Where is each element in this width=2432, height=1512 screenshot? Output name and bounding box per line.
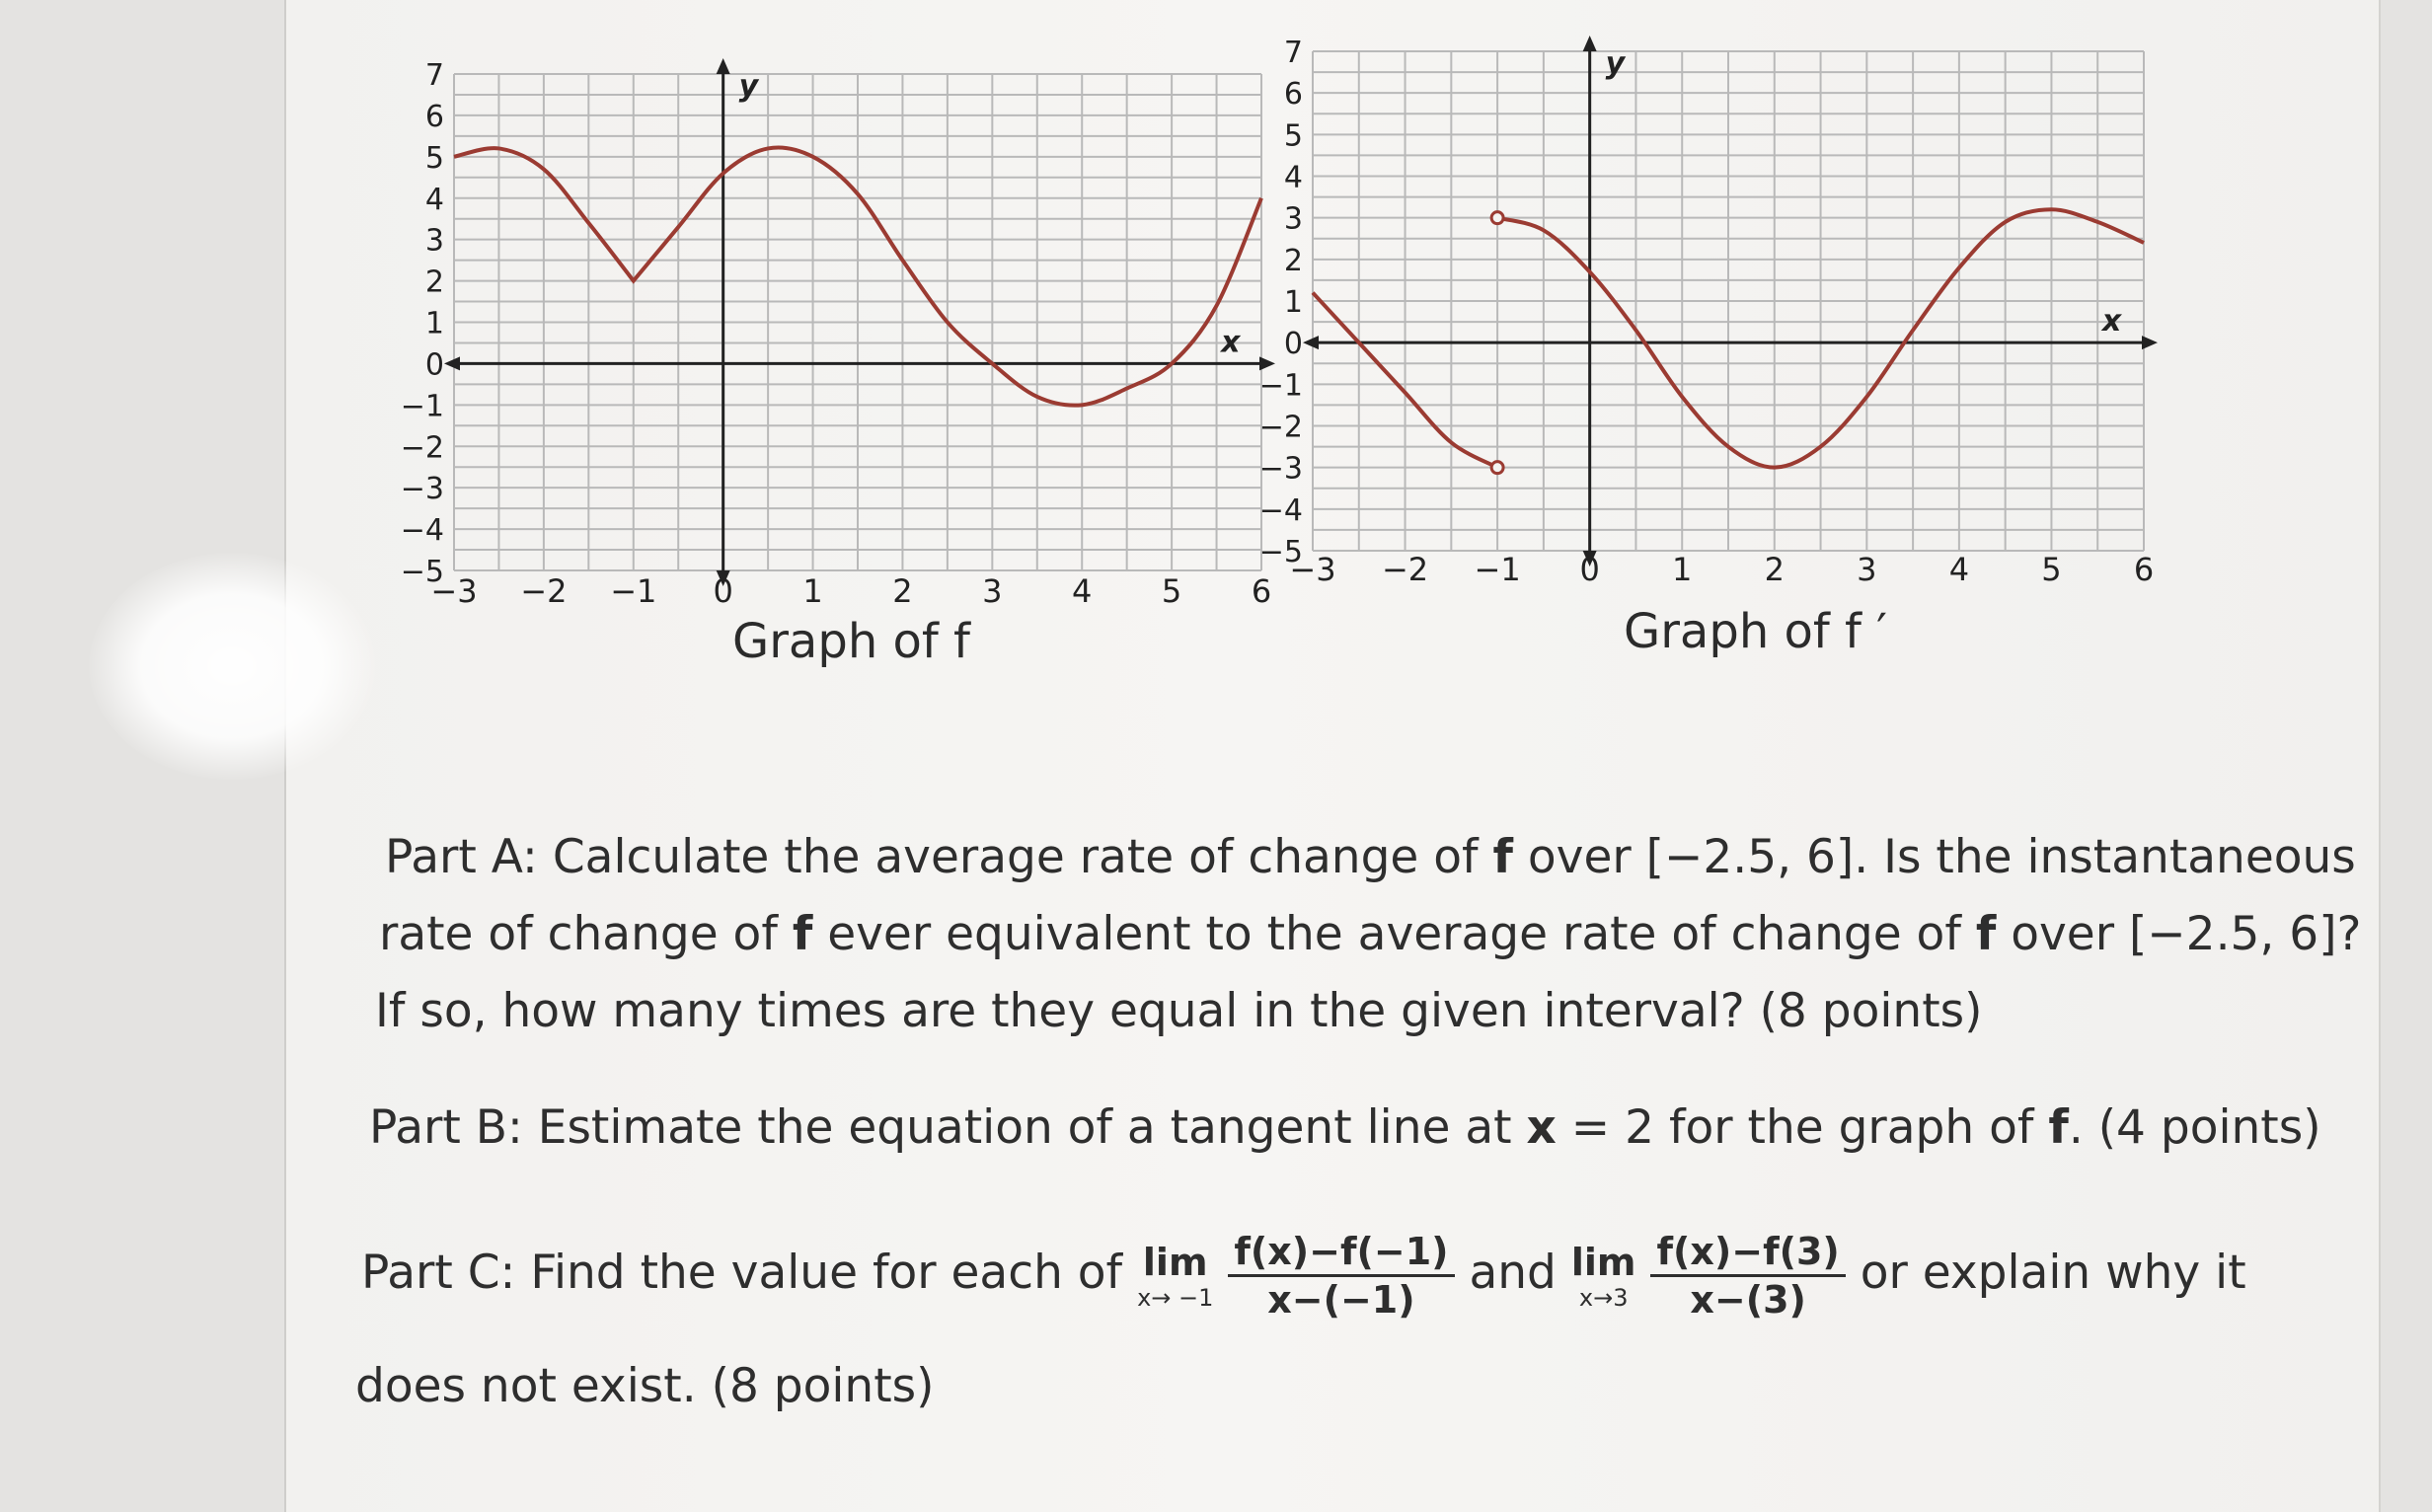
lim-subscript: x→3 bbox=[1578, 1283, 1629, 1312]
function-f: f bbox=[2048, 1100, 2069, 1155]
x-axis-arrow-left bbox=[1303, 336, 1319, 349]
part-b-text: . (4 points) bbox=[2068, 1100, 2321, 1155]
part-c-line1 bbox=[361, 1224, 2246, 1323]
y-tick-label: 2 bbox=[1283, 243, 1303, 278]
open-point bbox=[1491, 462, 1503, 474]
x-tick-label: 5 bbox=[2041, 551, 2062, 588]
fraction-numerator: f(x)−f(3) bbox=[1650, 1229, 1845, 1277]
part-a-text: ever equivalent to the average rate of change of bbox=[812, 907, 1976, 961]
y-tick-label: 1 bbox=[1283, 285, 1303, 320]
part-b-label: Part B: bbox=[369, 1100, 523, 1155]
x-axis-label: x bbox=[2101, 304, 2122, 340]
limit-2 bbox=[1571, 1241, 1636, 1312]
x-tick-label: 6 bbox=[2133, 551, 2155, 588]
part-a-text: over [−2.5, 6]. Is the instantaneous bbox=[1512, 830, 2356, 884]
part-a-line1 bbox=[385, 819, 2356, 896]
y-axis-label: y bbox=[1605, 46, 1626, 81]
function-f: f bbox=[1975, 907, 1997, 961]
y-tick-label: 3 bbox=[1283, 201, 1303, 237]
part-b-text: = 2 for the graph of bbox=[1556, 1100, 2049, 1155]
lim-subscript: x→ −1 bbox=[1137, 1283, 1214, 1312]
y-tick-label: 0 bbox=[1283, 327, 1303, 362]
graph-of-f bbox=[401, 58, 1275, 610]
graph-of-f-prime bbox=[1259, 36, 2158, 588]
y-tick-label: −1 bbox=[1258, 368, 1303, 404]
y-tick-label: 0 bbox=[424, 347, 444, 383]
function-f: f bbox=[1492, 830, 1513, 884]
fraction-numerator: f(x)−f(−1) bbox=[1228, 1229, 1454, 1277]
variable-x: x bbox=[1526, 1100, 1557, 1155]
function-f: f bbox=[792, 907, 813, 961]
y-tick-label: 3 bbox=[424, 223, 444, 259]
fraction-2 bbox=[1650, 1229, 1845, 1323]
x-tick-label: 0 bbox=[713, 572, 733, 610]
x-tick-label: −3 bbox=[1289, 551, 1336, 588]
y-axis-arrow-up bbox=[1583, 36, 1597, 51]
graph-f-caption: Graph of f bbox=[732, 614, 970, 669]
lim-text: lim bbox=[1570, 1240, 1636, 1284]
open-point bbox=[1491, 212, 1503, 224]
y-axis-arrow-up bbox=[717, 58, 730, 74]
x-axis-arrow-right bbox=[2142, 336, 2158, 349]
y-tick-label: −2 bbox=[400, 430, 444, 466]
fraction-denominator: x−(3) bbox=[1690, 1278, 1806, 1322]
x-axis-label: x bbox=[1221, 325, 1241, 360]
x-tick-label: 4 bbox=[1948, 551, 1970, 588]
x-tick-label: 3 bbox=[1857, 551, 1877, 588]
x-tick-label: 5 bbox=[1161, 572, 1182, 610]
y-tick-label: −3 bbox=[400, 472, 444, 507]
x-tick-label: −3 bbox=[430, 572, 478, 610]
y-tick-label: −2 bbox=[1258, 410, 1303, 445]
y-tick-label: 6 bbox=[424, 99, 444, 134]
graph-fprime-caption: Graph of f ′ bbox=[1624, 604, 1888, 659]
part-c-text: or explain why it bbox=[1860, 1246, 2246, 1300]
part-a-text: rate of change of bbox=[379, 907, 793, 961]
y-tick-label: −5 bbox=[1258, 535, 1303, 569]
x-tick-label: 2 bbox=[892, 572, 913, 610]
part-c-text: and bbox=[1469, 1246, 1557, 1300]
y-tick-label: 5 bbox=[424, 140, 444, 176]
fraction-denominator: x−(−1) bbox=[1267, 1278, 1415, 1322]
y-tick-label: 4 bbox=[424, 182, 444, 217]
lim-text: lim bbox=[1142, 1240, 1208, 1284]
y-tick-label: 2 bbox=[424, 265, 444, 300]
y-tick-label: 6 bbox=[1283, 77, 1303, 113]
part-a-label: Part A: bbox=[385, 830, 538, 884]
y-tick-label: 5 bbox=[1283, 118, 1303, 154]
y-tick-label: −4 bbox=[400, 513, 444, 549]
y-tick-label: −5 bbox=[400, 555, 444, 589]
x-tick-label: 0 bbox=[1579, 551, 1600, 588]
y-tick-label: 7 bbox=[1283, 36, 1303, 70]
fraction-1 bbox=[1228, 1229, 1454, 1323]
x-tick-label: 6 bbox=[1251, 572, 1272, 610]
x-tick-label: 2 bbox=[1764, 551, 1785, 588]
part-c-text: Find the value for each of bbox=[515, 1246, 1138, 1300]
x-tick-label: 1 bbox=[1672, 551, 1693, 588]
x-tick-label: 3 bbox=[982, 572, 1003, 610]
y-tick-label: 7 bbox=[424, 58, 444, 93]
y-axis-label: y bbox=[738, 69, 759, 104]
x-tick-label: −2 bbox=[520, 572, 568, 610]
x-tick-label: −1 bbox=[1474, 551, 1521, 588]
y-tick-label: −1 bbox=[400, 389, 444, 424]
limit-1 bbox=[1137, 1241, 1213, 1312]
y-tick-label: −3 bbox=[1258, 451, 1303, 487]
x-tick-label: −2 bbox=[1381, 551, 1429, 588]
y-tick-label: 1 bbox=[424, 306, 444, 341]
part-b-text: Estimate the equation of a tangent line at bbox=[522, 1100, 1527, 1155]
part-a-text: Calculate the average rate of change of bbox=[537, 830, 1493, 884]
part-c-label: Part C: bbox=[361, 1246, 516, 1300]
x-axis-arrow-left bbox=[444, 356, 460, 370]
part-a-line3: If so, how many times are they equal in the given interval? (8 points) bbox=[375, 984, 1983, 1038]
y-tick-label: −4 bbox=[1258, 492, 1303, 528]
x-tick-label: 4 bbox=[1072, 572, 1093, 610]
part-b-line bbox=[369, 1090, 2321, 1167]
part-c-line2: does not exist. (8 points) bbox=[355, 1359, 935, 1413]
x-tick-label: 1 bbox=[802, 572, 823, 610]
part-a-text: over [−2.5, 6]? bbox=[1996, 907, 2362, 961]
y-tick-label: 4 bbox=[1283, 160, 1303, 195]
part-a-line2 bbox=[379, 896, 2361, 973]
x-tick-label: −1 bbox=[610, 572, 657, 610]
